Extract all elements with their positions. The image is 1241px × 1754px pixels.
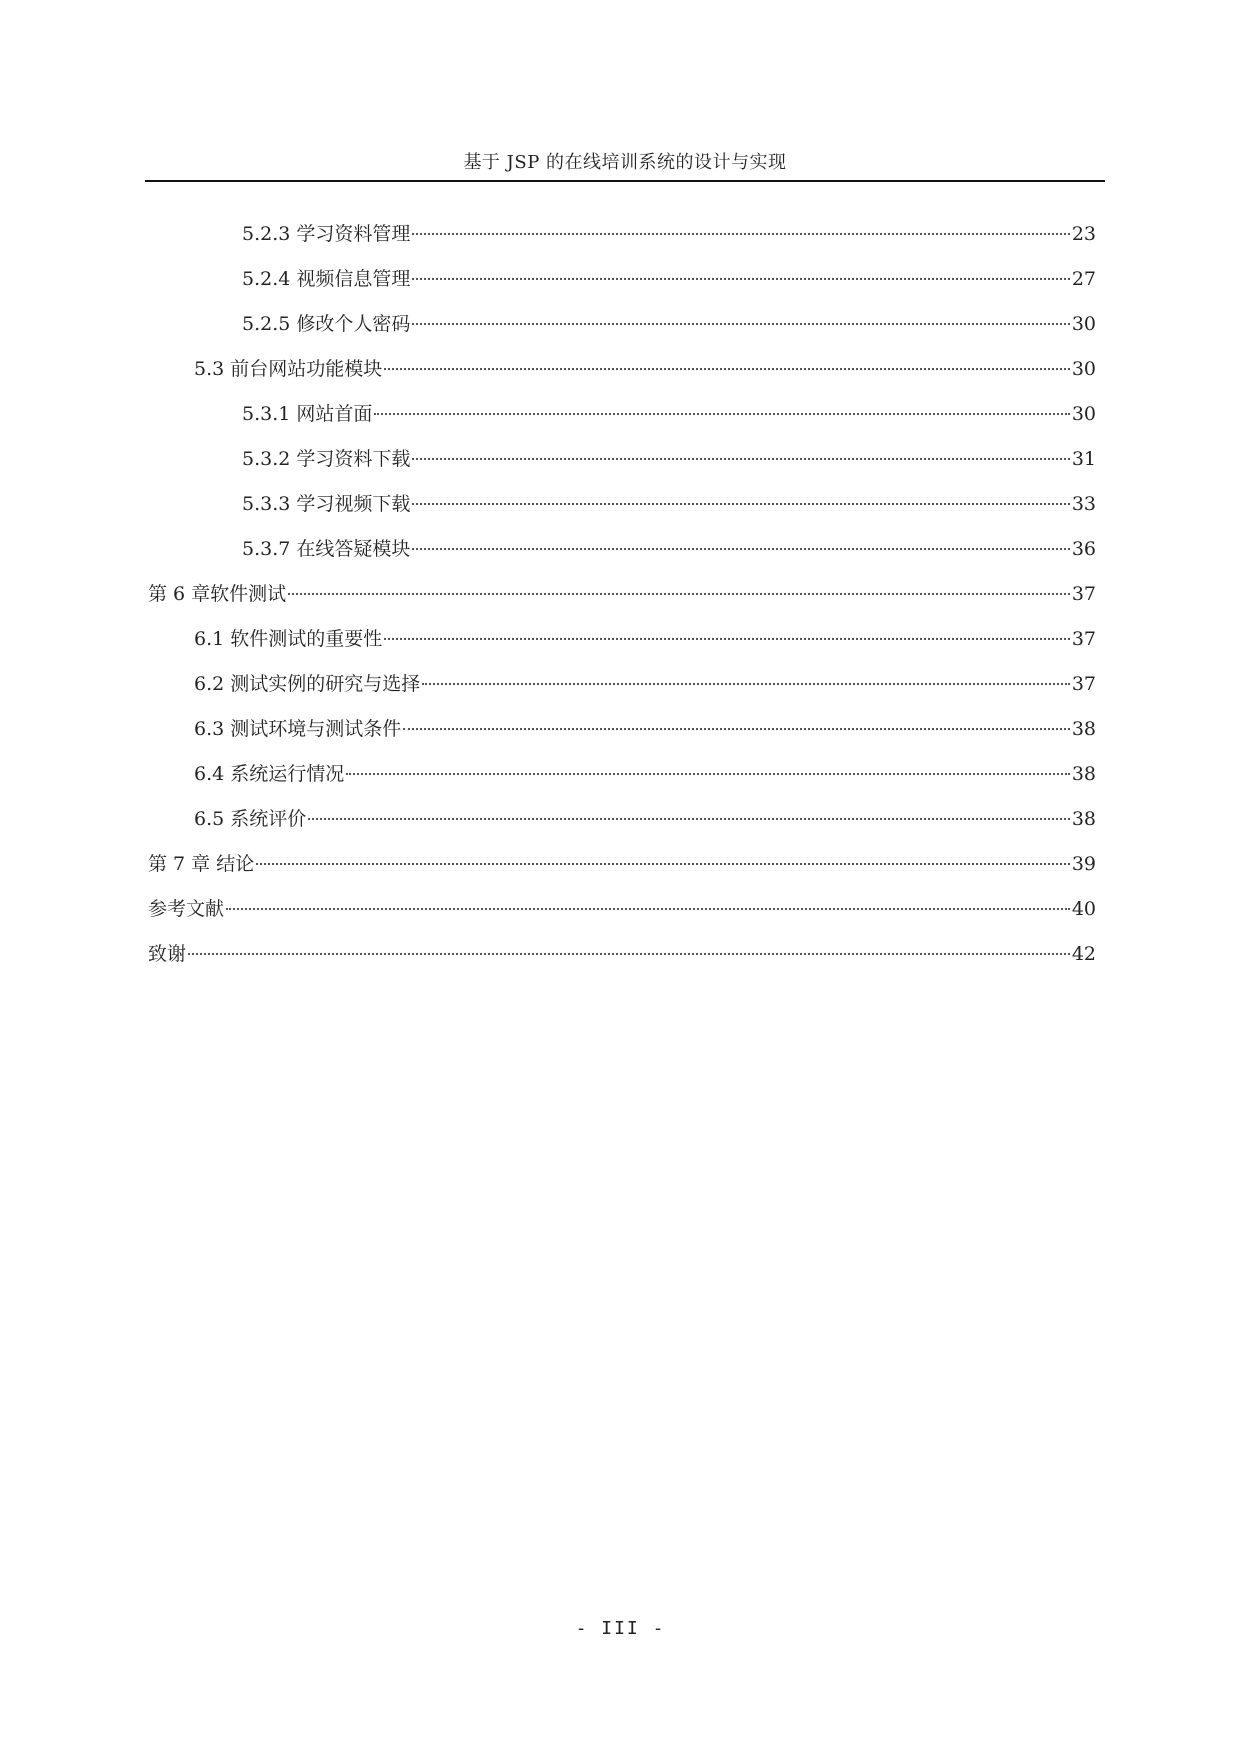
toc-dot-leader [412, 503, 1069, 505]
toc-entry[interactable] [148, 707, 1096, 752]
toc-entry-label: 5.3.1 网站首面 [242, 403, 373, 425]
toc-entry[interactable] [148, 392, 1096, 437]
toc-entry-page: 30 [1071, 358, 1096, 380]
toc-entry-label: 6.5 系统评价 [194, 808, 307, 830]
toc-dot-leader [256, 863, 1070, 865]
toc-entry[interactable] [148, 482, 1096, 527]
toc-dot-leader [412, 323, 1069, 325]
toc-entry-label: 5.3.3 学习视频下载 [242, 493, 411, 515]
toc-entry-page: 30 [1071, 403, 1096, 425]
toc-entry-label: 参考文献 [148, 898, 225, 920]
header-rule [145, 180, 1105, 182]
toc-dot-leader [226, 908, 1070, 910]
toc-entry[interactable] [148, 212, 1096, 257]
page-number: - III - [575, 1618, 666, 1639]
toc-entry-label: 第 7 章 结论 [148, 853, 255, 875]
toc-entry[interactable] [148, 752, 1096, 797]
toc-entry-page: 30 [1071, 313, 1096, 335]
toc-entry-page: 38 [1071, 763, 1096, 785]
toc-entry[interactable] [148, 257, 1096, 302]
toc-dot-leader [412, 458, 1069, 460]
toc-entry[interactable] [148, 572, 1096, 617]
toc-entry[interactable] [148, 842, 1096, 887]
toc-entry-page: 36 [1071, 538, 1096, 560]
toc-entry-label: 5.2.3 学习资料管理 [242, 223, 411, 245]
toc-entry-page: 27 [1071, 268, 1096, 290]
toc-entry-label: 5.2.5 修改个人密码 [242, 313, 411, 335]
toc-entry-page: 33 [1071, 493, 1096, 515]
toc-entry-label: 6.3 测试环境与测试条件 [194, 718, 402, 740]
toc-entry-label: 5.3.7 在线答疑模块 [242, 538, 411, 560]
toc-entry[interactable] [148, 617, 1096, 662]
toc-entry[interactable] [148, 347, 1096, 392]
toc-entry-page: 37 [1071, 583, 1096, 605]
toc-entry[interactable] [148, 527, 1096, 572]
toc-entry[interactable] [148, 797, 1096, 842]
toc-dot-leader [384, 368, 1070, 370]
toc-entry-label: 5.3.2 学习资料下载 [242, 448, 411, 470]
toc-dot-leader [188, 953, 1070, 955]
toc-entry[interactable] [148, 302, 1096, 347]
toc-entry-page: 39 [1071, 853, 1096, 875]
toc-dot-leader [288, 593, 1070, 595]
toc-entry[interactable] [148, 437, 1096, 482]
toc-entry-label: 致谢 [148, 943, 187, 965]
toc-entry-page: 42 [1071, 943, 1096, 965]
toc-entry-page: 38 [1071, 718, 1096, 740]
toc-entry-label: 6.2 测试实例的研究与选择 [194, 673, 421, 695]
running-header-title: 基于 JSP 的在线培训系统的设计与实现 [463, 152, 787, 173]
toc-entry-page: 40 [1071, 898, 1096, 920]
toc-entry-label: 6.4 系统运行情况 [194, 763, 345, 785]
toc-dot-leader [412, 548, 1069, 550]
toc-dot-leader [403, 728, 1070, 730]
toc-entry[interactable] [148, 932, 1096, 977]
toc-dot-leader [412, 278, 1069, 280]
toc-entry-page: 37 [1071, 628, 1096, 650]
toc-entry-label: 5.3 前台网站功能模块 [194, 358, 383, 380]
toc-dot-leader [384, 638, 1070, 640]
toc-entry-label: 第 6 章软件测试 [148, 583, 287, 605]
toc-dot-leader [374, 413, 1069, 415]
toc-entry-page: 31 [1071, 448, 1096, 470]
toc-entry[interactable] [148, 887, 1096, 932]
toc-dot-leader [308, 818, 1070, 820]
table-of-contents [148, 212, 1096, 977]
toc-entry-label: 5.2.4 视频信息管理 [242, 268, 411, 290]
toc-dot-leader [412, 233, 1069, 235]
toc-entry-page: 23 [1071, 223, 1096, 245]
toc-entry[interactable] [148, 662, 1096, 707]
toc-entry-label: 6.1 软件测试的重要性 [194, 628, 383, 650]
toc-dot-leader [346, 773, 1070, 775]
toc-dot-leader [422, 683, 1070, 685]
toc-entry-page: 38 [1071, 808, 1096, 830]
toc-entry-page: 37 [1071, 673, 1096, 695]
